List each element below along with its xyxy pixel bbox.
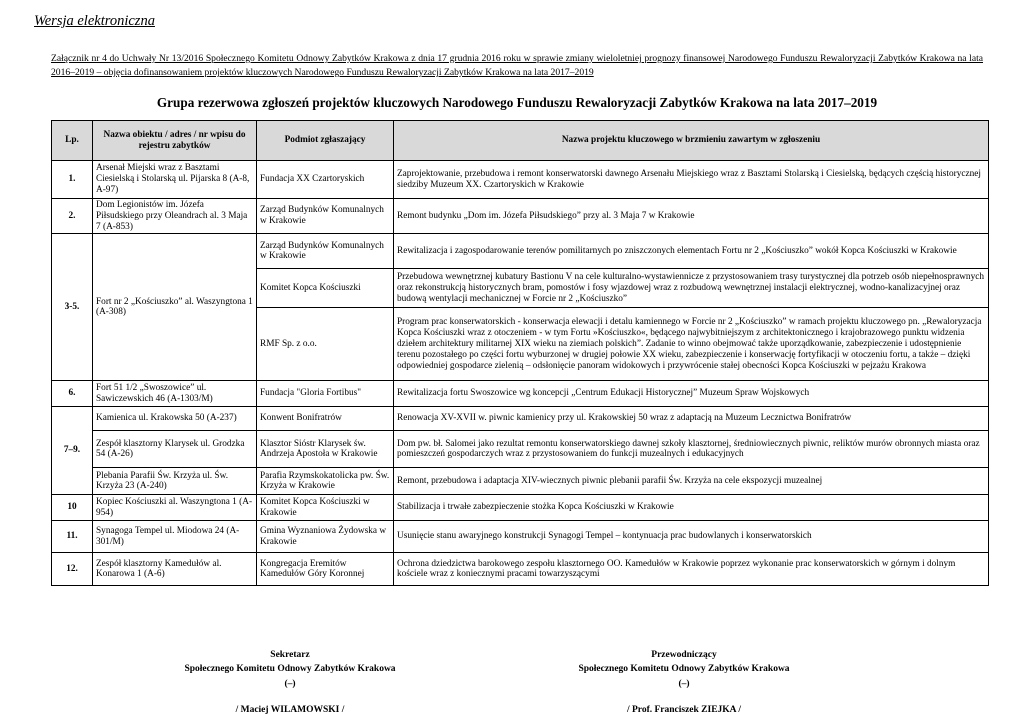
cell-projekt: Usunięcie stanu awaryjnego konstrukcji Synagogi Tempel – kontynuacja prac budowlanych i konserwatorskich xyxy=(394,521,989,553)
signature-chairman xyxy=(534,648,834,717)
cell-podmiot: Fundacja "Gloria Fortibus" xyxy=(257,381,394,407)
table-row xyxy=(52,495,989,521)
signature-name: / Maciej WILAMOWSKI / xyxy=(235,704,345,715)
cell-lp: 6. xyxy=(52,381,93,407)
cell-projekt: Stabilizacja i trwałe zabezpieczenie stożka Kopca Kościuszki w Krakowie xyxy=(394,495,989,521)
cell-podmiot: Gmina Wyznaniowa Żydowska w Krakowie xyxy=(257,521,394,553)
electronic-version-stamp: Wersja elektroniczna xyxy=(34,13,155,29)
table-row xyxy=(52,431,989,468)
cell-projekt: Renowacja XV-XVII w. piwnic kamienicy przy ul. Krakowskiej 50 wraz z adaptacją na Muzeum Lecznictwa Bonifratrów xyxy=(394,407,989,431)
signature-secretary xyxy=(140,648,440,717)
signature-mark: (–) xyxy=(678,678,690,689)
signature-role: Sekretarz xyxy=(270,650,310,660)
cell-projekt: Rewitalizacja i zagospodarowanie terenów pomilitarnych po zniszczonych elementach Fortu nr 2 „Kościuszko” wokół Kopca Kościuszki w Krakowie xyxy=(394,234,989,269)
cell-podmiot: Zarząd Budynków Komunalnych w Krakowie xyxy=(257,234,394,269)
cell-lp: 2. xyxy=(52,199,93,234)
cell-projekt: Zaprojektowanie, przebudowa i remont konserwatorski dawnego Arsenału Miejskiego wraz z Basztami Stolarską i Ciesielską, będących częścią historycznej siedziby Muzeum XX. Czartoryskich w Krakowie xyxy=(394,161,989,199)
cell-obiekt: Plebania Parafii Św. Krzyża ul. Św. Krzyża 23 (A-240) xyxy=(93,468,257,495)
table-row xyxy=(52,407,989,431)
cell-obiekt: Arsenał Miejski wraz z Basztami Ciesielską i Stolarską ul. Pijarska 8 (A-8, A-97) xyxy=(93,161,257,199)
cell-lp: 12. xyxy=(52,553,93,586)
column-header-podmiot: Podmiot zgłaszający xyxy=(257,121,394,161)
cell-podmiot: Parafia Rzymskokatolicka pw. Św. Krzyża w Krakowie xyxy=(257,468,394,495)
cell-podmiot: Komitet Kopca Kościuszki w Krakowie xyxy=(257,495,394,521)
cell-projekt: Rewitalizacja fortu Swoszowice wg koncepcji „Centrum Edukacji Historycznej” Muzeum Spraw Wojskowych xyxy=(394,381,989,407)
table-row xyxy=(52,521,989,553)
cell-lp: 7–9. xyxy=(52,407,93,495)
cell-obiekt: Fort 51 1/2 „Swoszowice” ul. Sawiczewskich 46 (A-1303/M) xyxy=(93,381,257,407)
cell-lp: 10 xyxy=(52,495,93,521)
cell-lp: 1. xyxy=(52,161,93,199)
projects-table xyxy=(51,120,989,586)
signature-mark: (–) xyxy=(284,678,296,689)
cell-lp: 11. xyxy=(52,521,93,553)
table-row xyxy=(52,468,989,495)
cell-lp: 3-5. xyxy=(52,234,93,381)
cell-obiekt: Fort nr 2 „Kościuszko” al. Waszyngtona 1 (A-308) xyxy=(93,234,257,381)
table-row xyxy=(52,553,989,586)
table-row xyxy=(52,234,989,269)
cell-projekt: Ochrona dziedzictwa barokowego zespołu klasztornego OO. Kamedułów w Krakowie poprzez wykonanie prac konserwatorskich w górnym i dolnym kościele wraz z koniecznymi pracami towarzyszącymi xyxy=(394,553,989,586)
cell-podmiot: Klasztor Sióstr Klarysek św. Andrzeja Apostoła w Krakowie xyxy=(257,431,394,468)
document-title: Grupa rezerwowa zgłoszeń projektów kluczowych Narodowego Funduszu Rewaloryzacji Zabytków Krakowa na lata 2017–2019 xyxy=(156,95,878,110)
cell-obiekt: Zespół klasztorny Klarysek ul. Grodzka 54 (A-26) xyxy=(93,431,257,468)
cell-obiekt: Zespół klasztorny Kamedułów al. Konarowa 1 (A-6) xyxy=(93,553,257,586)
table-row xyxy=(52,199,989,234)
column-header-projekt: Nazwa projektu kluczowego w brzmieniu zawartym w zgłoszeniu xyxy=(394,121,989,161)
signature-organization: Społecznego Komitetu Odnowy Zabytków Krakowa xyxy=(578,664,790,675)
cell-projekt: Program prac konserwatorskich - konserwacja elewacji i detalu kamiennego w Forcie nr 2 „Kościuszko” w ramach projektu kluczowego pn. „Rewaloryzacja Kopca Kościuszki wraz z otoczeniem - w tym Fortu »Kościuszko«, będącego najwybitniejszym z architektonicznego i krajobrazowego punktu widzenia dziełem architektury militarnej XIX wieku na ziemiach polskich”. Zadanie to winno obejmować także uporządkowanie, zabezpieczenie i udostępnienie terenu pozostałego po części fortu wyburzonej w drugiej połowie XX wieku, zabezpieczenie i konserwację fortyfikacji w otoczeniu fortu, a także – dzięki odpowiedniej gospodarce zielenią – odsłonięcie panoram widokowych i przywrócenie stałej obecności Kopca Kościuszki w pejzażu Krakowa xyxy=(394,308,989,381)
cell-projekt: Przebudowa wewnętrznej kubatury Bastionu V na cele kulturalno-wystawiennicze z przystosowaniem trasy turystycznej dla potrzeb osób niepełnosprawnych oraz rekonstrukcją historycznych bram, pomostów i fosy wjazdowej wraz z rozbudową wewnętrznej instalacji elektrycznej, wodno-kanalizacyjnej oraz budową wentylacji mechanicznej w Forcie nr 2 „Kościuszko” xyxy=(394,269,989,308)
cell-obiekt: Synagoga Tempel ul. Miodowa 24 (A-301/M) xyxy=(93,521,257,553)
cell-obiekt: Dom Legionistów im. Józefa Piłsudskiego przy Oleandrach al. 3 Maja 7 (A-853) xyxy=(93,199,257,234)
column-header-obiekt: Nazwa obiektu / adres / nr wpisu do rejestru zabytków xyxy=(93,121,257,161)
table-header-row xyxy=(52,121,989,161)
cell-obiekt: Kopiec Kościuszki al. Waszyngtona 1 (A-954) xyxy=(93,495,257,521)
annex-reference: Załącznik nr 4 do Uchwały Nr 13/2016 Społecznego Komitetu Odnowy Zabytków Krakowa z dnia 17 grudnia 2016 roku w sprawie zmiany wieloletniej prognozy finansowej Narodowego Funduszu Rewaloryzacji Zabytków Krakowa na lata 2016–2019 – objęcia dofinansowaniem projektów kluczowych Narodowego Funduszu Rewaloryzacji Zabytków Krakowa na lata 2017–2019 xyxy=(51,53,983,78)
cell-obiekt: Kamienica ul. Krakowska 50 (A-237) xyxy=(93,407,257,431)
signature-name: / Prof. Franciszek ZIEJKA / xyxy=(626,704,742,715)
cell-podmiot: Kongregacja Eremitów Kamedułów Góry Koronnej xyxy=(257,553,394,586)
cell-projekt: Dom pw. bł. Salomei jako rezultat remontu konserwatorskiego dawnej szkoły klasztornej, średniowiecznych piwnic, reliktów murów obronnych miasta oraz pomieszczeń gospodarczych wraz z przystosowaniem do funkcji muzealnych i edukacyjnych xyxy=(394,431,989,468)
signature-role: Przewodniczący xyxy=(651,650,717,660)
cell-podmiot: Komitet Kopca Kościuszki xyxy=(257,269,394,308)
cell-podmiot: Fundacja XX Czartoryskich xyxy=(257,161,394,199)
cell-podmiot: RMF Sp. z o.o. xyxy=(257,308,394,381)
cell-podmiot: Konwent Bonifratrów xyxy=(257,407,394,431)
table-row xyxy=(52,381,989,407)
cell-podmiot: Zarząd Budynków Komunalnych w Krakowie xyxy=(257,199,394,234)
signature-organization: Społecznego Komitetu Odnowy Zabytków Krakowa xyxy=(184,664,396,675)
cell-projekt: Remont budynku „Dom im. Józefa Piłsudskiego” przy al. 3 Maja 7 w Krakowie xyxy=(394,199,989,234)
column-header-lp: Lp. xyxy=(52,121,93,161)
cell-projekt: Remont, przebudowa i adaptacja XIV-wiecznych piwnic plebanii parafii Św. Krzyża na cele ekspozycji muzealnej xyxy=(394,468,989,495)
table-row xyxy=(52,161,989,199)
